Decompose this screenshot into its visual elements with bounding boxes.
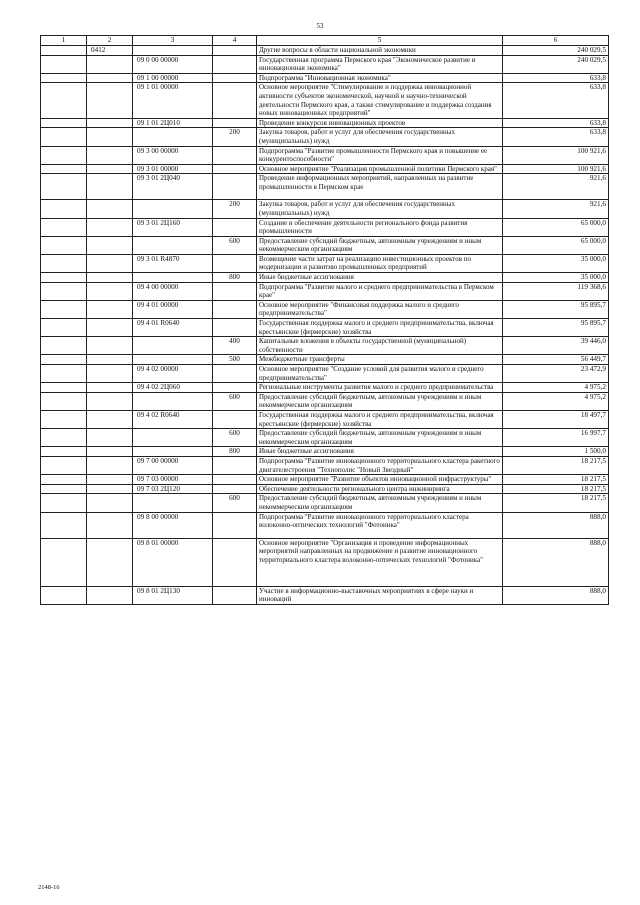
- amount-cell: 18 217,5: [503, 494, 609, 512]
- table-row: [41, 586, 609, 604]
- table-row: [41, 282, 609, 300]
- item-name-cell: Капитальные вложения в объекты государственной (муниципальной) собственности: [257, 337, 503, 355]
- section-cell: [41, 429, 87, 447]
- subsection-code-cell: [87, 73, 133, 83]
- target-article-cell: [133, 392, 213, 410]
- item-name-cell: Основное мероприятие "Финансовая поддержка малого и среднего предпринимательства": [257, 300, 503, 318]
- amount-cell: 100 921,6: [503, 164, 609, 174]
- target-article-cell: 09 3 00 00000: [133, 146, 213, 164]
- section-cell: [41, 512, 87, 538]
- target-article-cell: 09 3 01 00000: [133, 164, 213, 174]
- subsection-code-cell: [87, 236, 133, 254]
- target-article-cell: 09 4 02 2Ц060: [133, 383, 213, 393]
- subsection-code-cell: [87, 146, 133, 164]
- target-article-cell: 09 8 00 00000: [133, 512, 213, 538]
- section-cell: [41, 83, 87, 118]
- item-name-cell: Иные бюджетные ассигнования: [257, 273, 503, 283]
- subsection-code-cell: [87, 410, 133, 428]
- amount-cell: 65 000,0: [503, 218, 609, 236]
- target-article-cell: 09 8 01 2Ц130: [133, 586, 213, 604]
- table-row: [41, 494, 609, 512]
- table-row: [41, 337, 609, 355]
- subsection-code-cell: [87, 164, 133, 174]
- target-article-cell: [133, 273, 213, 283]
- target-article-cell: 09 4 01 R0640: [133, 319, 213, 337]
- table-row: [41, 118, 609, 128]
- amount-cell: 633,8: [503, 118, 609, 128]
- expense-type-cell: 200: [213, 200, 257, 218]
- section-cell: [41, 319, 87, 337]
- expense-type-cell: [213, 512, 257, 538]
- table-row: [41, 83, 609, 118]
- table-row: [41, 447, 609, 457]
- amount-cell: 888,0: [503, 586, 609, 604]
- table-row: [41, 218, 609, 236]
- amount-cell: 633,8: [503, 128, 609, 146]
- expense-type-cell: [213, 300, 257, 318]
- section-cell: [41, 236, 87, 254]
- column-number: 6: [503, 36, 609, 46]
- expense-type-cell: [213, 46, 257, 56]
- amount-cell: 888,0: [503, 538, 609, 586]
- subsection-code-cell: [87, 174, 133, 200]
- item-name-cell: Государственная поддержка малого и среднего предпринимательства, включая крестьянские (фермерские) хозяйства: [257, 319, 503, 337]
- section-cell: [41, 300, 87, 318]
- subsection-code-cell: [87, 429, 133, 447]
- item-name-cell: Основное мероприятие "Реализация промышленной политики Пермского края": [257, 164, 503, 174]
- subsection-code-cell: [87, 200, 133, 218]
- item-name-cell: Подпрограмма "Инновационная экономика": [257, 73, 503, 83]
- expense-type-cell: [213, 383, 257, 393]
- amount-cell: 240 029,5: [503, 46, 609, 56]
- subsection-code-cell: [87, 218, 133, 236]
- amount-cell: 18 217,5: [503, 484, 609, 494]
- subsection-code-cell: [87, 83, 133, 118]
- item-name-cell: Закупка товаров, работ и услуг для обеспечения государственных (муниципальных) нужд: [257, 200, 503, 218]
- subsection-code-cell: [87, 538, 133, 586]
- table-row: [41, 429, 609, 447]
- amount-cell: 100 921,6: [503, 146, 609, 164]
- target-article-cell: 09 4 01 00000: [133, 300, 213, 318]
- table-row: [41, 174, 609, 200]
- expense-type-cell: [213, 146, 257, 164]
- item-name-cell: Основное мероприятие "Развитие объектов инновационной инфраструктуры": [257, 475, 503, 485]
- section-cell: [41, 410, 87, 428]
- subsection-code-cell: [87, 55, 133, 73]
- amount-cell: 18 217,5: [503, 475, 609, 485]
- subsection-code-cell: [87, 273, 133, 283]
- target-article-cell: [133, 355, 213, 365]
- amount-cell: 16 997,7: [503, 429, 609, 447]
- item-name-cell: Подпрограмма "Развитие малого и среднего предпринимательства в Пермском крае": [257, 282, 503, 300]
- target-article-cell: 09 8 01 00000: [133, 538, 213, 586]
- subsection-code-cell: [87, 128, 133, 146]
- subsection-code-cell: [87, 319, 133, 337]
- item-name-cell: Подпрограмма "Развитие промышленности Пермского края и повышение ее конкурентоспособности": [257, 146, 503, 164]
- expense-type-cell: [213, 254, 257, 272]
- table-row: [41, 128, 609, 146]
- target-article-cell: 09 4 02 R0640: [133, 410, 213, 428]
- column-number-row: [41, 36, 609, 46]
- column-number: 1: [41, 36, 87, 46]
- target-article-cell: [133, 236, 213, 254]
- target-article-cell: [133, 447, 213, 457]
- section-cell: [41, 254, 87, 272]
- table-row: [41, 410, 609, 428]
- column-number: 2: [87, 36, 133, 46]
- section-cell: [41, 146, 87, 164]
- expense-type-cell: [213, 55, 257, 73]
- target-article-cell: 09 7 03 2Ц120: [133, 484, 213, 494]
- item-name-cell: Проведение информационных мероприятий, направленных на развитие промышленности в Пермском крае: [257, 174, 503, 200]
- target-article-cell: 09 4 02 00000: [133, 365, 213, 383]
- section-cell: [41, 337, 87, 355]
- section-cell: [41, 538, 87, 586]
- amount-cell: 1 500,0: [503, 447, 609, 457]
- section-cell: [41, 447, 87, 457]
- section-cell: [41, 73, 87, 83]
- item-name-cell: Подпрограмма "Развитие инновационного территориального кластера волоконно-оптических технологий "Фотоника": [257, 512, 503, 538]
- subsection-code-cell: [87, 392, 133, 410]
- table-row: [41, 46, 609, 56]
- item-name-cell: Государственная поддержка малого и среднего предпринимательства, включая крестьянские (фермерские) хозяйства: [257, 410, 503, 428]
- item-name-cell: Предоставление субсидий бюджетным, автономным учреждениям и иным некоммерческим организациям: [257, 392, 503, 410]
- subsection-code-cell: [87, 512, 133, 538]
- subsection-code-cell: [87, 300, 133, 318]
- column-number: 5: [257, 36, 503, 46]
- amount-cell: 4 975,2: [503, 392, 609, 410]
- item-name-cell: Иные бюджетные ассигнования: [257, 447, 503, 457]
- table-row: [41, 73, 609, 83]
- table-row: [41, 300, 609, 318]
- expense-type-cell: [213, 484, 257, 494]
- amount-cell: 23 472,9: [503, 365, 609, 383]
- section-cell: [41, 456, 87, 474]
- target-article-cell: 09 0 00 00000: [133, 55, 213, 73]
- expense-type-cell: [213, 456, 257, 474]
- expense-type-cell: 200: [213, 128, 257, 146]
- table-row: [41, 538, 609, 586]
- section-cell: [41, 164, 87, 174]
- expense-type-cell: [213, 586, 257, 604]
- expense-type-cell: [213, 73, 257, 83]
- subsection-code-cell: [87, 254, 133, 272]
- amount-cell: 921,6: [503, 200, 609, 218]
- target-article-cell: 09 1 00 00000: [133, 73, 213, 83]
- subsection-code-cell: 0412: [87, 46, 133, 56]
- table-row: [41, 273, 609, 283]
- target-article-cell: [133, 429, 213, 447]
- amount-cell: 39 446,0: [503, 337, 609, 355]
- item-name-cell: Предоставление субсидий бюджетным, автономным учреждениям и иным некоммерческим организациям: [257, 429, 503, 447]
- target-article-cell: 09 1 01 2Ц010: [133, 118, 213, 128]
- amount-cell: 65 000,0: [503, 236, 609, 254]
- section-cell: [41, 365, 87, 383]
- amount-cell: 95 895,7: [503, 319, 609, 337]
- expense-type-cell: 600: [213, 494, 257, 512]
- amount-cell: 119 368,6: [503, 282, 609, 300]
- table-row: [41, 392, 609, 410]
- item-name-cell: Закупка товаров, работ и услуг для обеспечения государственных (муниципальных) нужд: [257, 128, 503, 146]
- target-article-cell: 09 4 00 00000: [133, 282, 213, 300]
- target-article-cell: 09 7 00 00000: [133, 456, 213, 474]
- expense-type-cell: 500: [213, 355, 257, 365]
- expense-type-cell: 600: [213, 236, 257, 254]
- section-cell: [41, 218, 87, 236]
- amount-cell: 35 000,0: [503, 254, 609, 272]
- target-article-cell: 09 3 01 2Ц040: [133, 174, 213, 200]
- amount-cell: 4 975,2: [503, 383, 609, 393]
- section-cell: [41, 273, 87, 283]
- subsection-code-cell: [87, 365, 133, 383]
- amount-cell: 633,8: [503, 83, 609, 118]
- expense-type-cell: [213, 174, 257, 200]
- table-row: [41, 254, 609, 272]
- target-article-cell: 09 7 03 00000: [133, 475, 213, 485]
- item-name-cell: Основное мероприятие "Стимулирование и поддержка инновационной активности субъектов экономической, научной и научно-технической деятельности Пермского края, а также стимулирование и поддержка создания новых инновационных предприятий": [257, 83, 503, 118]
- document-code: 2148-16: [38, 884, 60, 891]
- section-cell: [41, 383, 87, 393]
- table-row: [41, 236, 609, 254]
- expense-type-cell: 600: [213, 392, 257, 410]
- subsection-code-cell: [87, 118, 133, 128]
- item-name-cell: Основное мероприятие "Организация и проведение информационных мероприятий направленных на продвижение и развитие инновационного территориального кластера волоконно-оптических технологий "Фотоника": [257, 538, 503, 586]
- table-row: [41, 365, 609, 383]
- section-cell: [41, 128, 87, 146]
- column-number: 4: [213, 36, 257, 46]
- subsection-code-cell: [87, 355, 133, 365]
- section-cell: [41, 586, 87, 604]
- item-name-cell: Предоставление субсидий бюджетным, автономным учреждениям и иным некоммерческим организациям: [257, 236, 503, 254]
- section-cell: [41, 174, 87, 200]
- table-row: [41, 512, 609, 538]
- target-article-cell: [133, 337, 213, 355]
- table-row: [41, 319, 609, 337]
- table-row: [41, 456, 609, 474]
- expense-type-cell: 800: [213, 447, 257, 457]
- amount-cell: 921,6: [503, 174, 609, 200]
- item-name-cell: Участие в информационно-выставочных мероприятиях в сфере науки и инноваций: [257, 586, 503, 604]
- expense-type-cell: [213, 218, 257, 236]
- section-cell: [41, 200, 87, 218]
- item-name-cell: Проведение конкурсов инновационных проектов: [257, 118, 503, 128]
- expense-type-cell: [213, 319, 257, 337]
- expense-type-cell: [213, 118, 257, 128]
- item-name-cell: Подпрограмма "Развитие инновационного территориального кластера ракетного двигателестроения "Технополис "Новый Звездный": [257, 456, 503, 474]
- section-cell: [41, 282, 87, 300]
- section-cell: [41, 484, 87, 494]
- item-name-cell: Основное мероприятие "Создание условий для развития малого и среднего предпринимательства": [257, 365, 503, 383]
- amount-cell: 240 029,5: [503, 55, 609, 73]
- item-name-cell: Возмещение части затрат на реализацию инвестиционных проектов по модернизации и развитию промышленных предприятий: [257, 254, 503, 272]
- table-row: [41, 55, 609, 73]
- section-cell: [41, 494, 87, 512]
- section-cell: [41, 392, 87, 410]
- table-row: [41, 484, 609, 494]
- table-row: [41, 146, 609, 164]
- expense-type-cell: [213, 538, 257, 586]
- amount-cell: 18 217,5: [503, 456, 609, 474]
- subsection-code-cell: [87, 282, 133, 300]
- expense-type-cell: 800: [213, 273, 257, 283]
- expense-type-cell: 600: [213, 429, 257, 447]
- subsection-code-cell: [87, 586, 133, 604]
- target-article-cell: 09 3 01 2Ц160: [133, 218, 213, 236]
- expense-type-cell: [213, 164, 257, 174]
- expense-type-cell: 400: [213, 337, 257, 355]
- expense-type-cell: [213, 475, 257, 485]
- item-name-cell: Создание и обеспечение деятельности регионального фонда развития промышленности: [257, 218, 503, 236]
- subsection-code-cell: [87, 456, 133, 474]
- amount-cell: 56 449,7: [503, 355, 609, 365]
- subsection-code-cell: [87, 475, 133, 485]
- column-number: 3: [133, 36, 213, 46]
- subsection-code-cell: [87, 337, 133, 355]
- amount-cell: 633,8: [503, 73, 609, 83]
- expense-type-cell: [213, 282, 257, 300]
- subsection-code-cell: [87, 484, 133, 494]
- expense-type-cell: [213, 83, 257, 118]
- subsection-code-cell: [87, 383, 133, 393]
- amount-cell: 35 000,0: [503, 273, 609, 283]
- table-row: [41, 355, 609, 365]
- section-cell: [41, 46, 87, 56]
- section-cell: [41, 55, 87, 73]
- subsection-code-cell: [87, 494, 133, 512]
- item-name-cell: Предоставление субсидий бюджетным, автономным учреждениям и иным некоммерческим организациям: [257, 494, 503, 512]
- item-name-cell: Обеспечение деятельности регионального центра инжиниринга: [257, 484, 503, 494]
- section-cell: [41, 355, 87, 365]
- table-row: [41, 475, 609, 485]
- table-row: [41, 200, 609, 218]
- target-article-cell: [133, 200, 213, 218]
- item-name-cell: Государственная программа Пермского края "Экономическое развитие и инновационная экономика": [257, 55, 503, 73]
- page-number: 53: [316, 22, 324, 30]
- amount-cell: 18 497,7: [503, 410, 609, 428]
- section-cell: [41, 118, 87, 128]
- target-article-cell: [133, 46, 213, 56]
- table-row: [41, 383, 609, 393]
- amount-cell: 888,0: [503, 512, 609, 538]
- amount-cell: 95 895,7: [503, 300, 609, 318]
- target-article-cell: 09 1 01 00000: [133, 83, 213, 118]
- expense-type-cell: [213, 410, 257, 428]
- subsection-code-cell: [87, 447, 133, 457]
- item-name-cell: Другие вопросы в области национальной экономики: [257, 46, 503, 56]
- target-article-cell: 09 3 01 R4870: [133, 254, 213, 272]
- item-name-cell: Межбюджетные трансферты: [257, 355, 503, 365]
- budget-table: [40, 35, 609, 605]
- item-name-cell: Региональные инструменты развития малого и среднего предпринимательства: [257, 383, 503, 393]
- section-cell: [41, 475, 87, 485]
- expense-type-cell: [213, 365, 257, 383]
- target-article-cell: [133, 128, 213, 146]
- table-row: [41, 164, 609, 174]
- target-article-cell: [133, 494, 213, 512]
